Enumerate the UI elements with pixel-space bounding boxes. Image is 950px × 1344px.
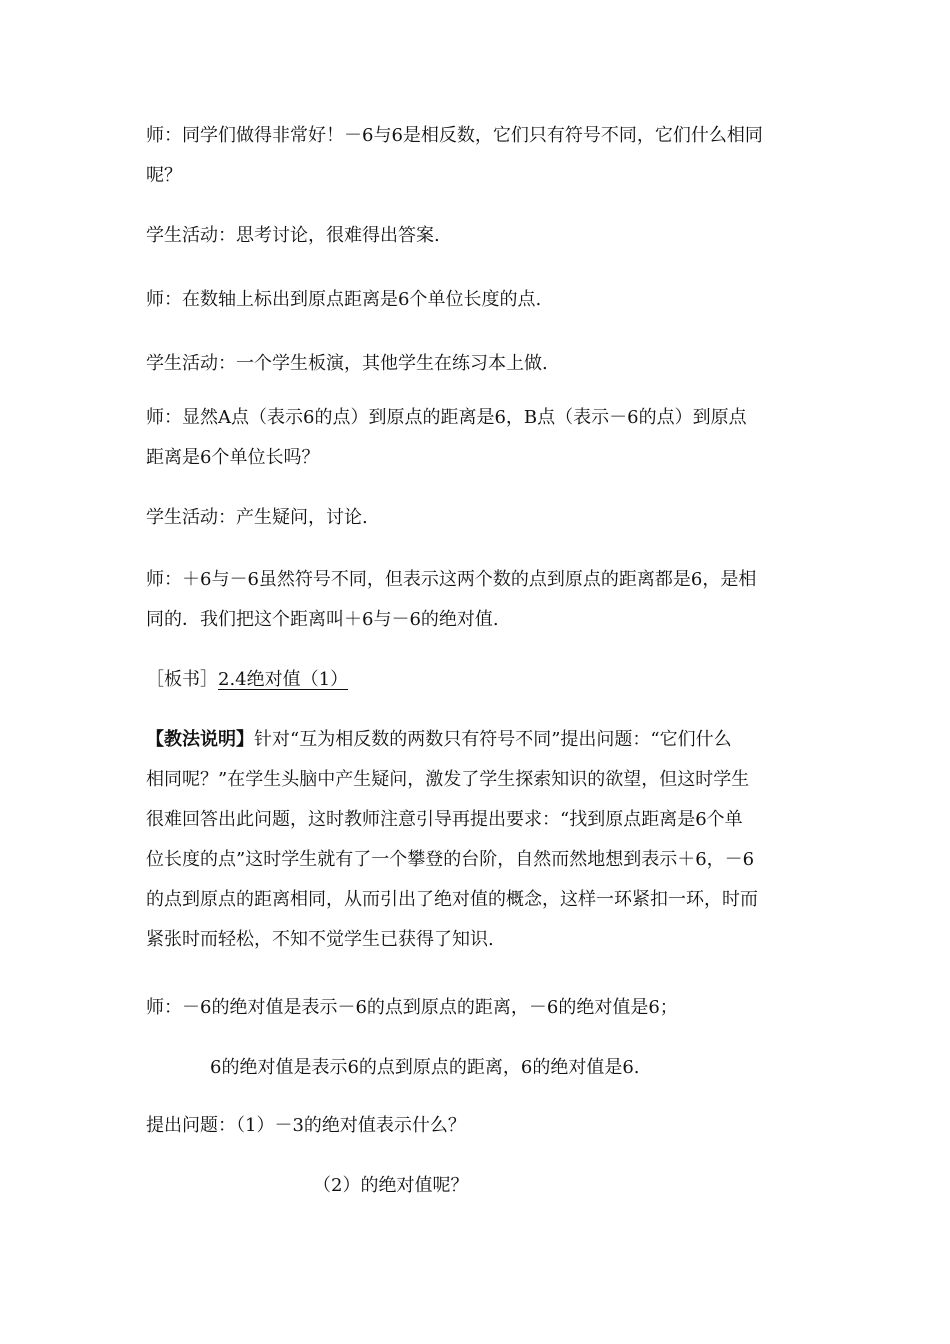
paragraph-teacher-1	[146, 116, 826, 196]
text-line: 学生活动：产生疑问，讨论.	[146, 507, 368, 528]
text-line: 同的．我们把这个距离叫＋6与－6的绝对值.	[146, 609, 499, 630]
text-line: 师：在数轴上标出到原点距离是6个单位长度的点.	[146, 289, 542, 310]
paragraph-student-1	[146, 216, 826, 256]
text-line: 很难回答出此问题，这时教师注意引导再提出要求：“找到原点距离是6个单	[146, 809, 743, 830]
paragraph-question-1	[146, 1106, 826, 1146]
text-line: （2）的绝对值呢？	[313, 1175, 469, 1196]
text-line: 6的绝对值是表示6的点到原点的距离，6的绝对值是6.	[210, 1057, 640, 1078]
paragraph-teacher-2	[146, 280, 826, 320]
paragraph-student-2	[146, 344, 826, 384]
board-writing-prefix: ［板书］	[146, 669, 218, 690]
text-line: 呢？	[146, 165, 182, 186]
board-writing-line	[146, 660, 826, 700]
board-writing-title: 2.4绝对值（1）	[218, 669, 349, 690]
paragraph-question-2	[313, 1166, 813, 1206]
paragraph-teacher-5	[146, 988, 826, 1028]
text-line: 的点到原点的距离相同，从而引出了绝对值的概念，这样一环紧扣一环，时而	[146, 889, 758, 910]
teaching-note-label: 【教法说明】	[146, 729, 254, 750]
paragraph-teaching-note	[146, 720, 826, 960]
text-line: 学生活动：思考讨论，很难得出答案.	[146, 225, 440, 246]
board-writing	[146, 660, 826, 700]
text-line: 距离是6个单位长吗？	[146, 447, 320, 468]
text-line: 提出问题：（1）－3的绝对值表示什么？	[146, 1115, 466, 1136]
text-line: 师：同学们做得非常好！－6与6是相反数，它们只有符号不同，它们什么相同	[146, 125, 763, 146]
paragraph-student-3	[146, 498, 826, 538]
text-span: 针对“互为相反数的两数只有符号不同”提出问题：“它们什么	[254, 729, 732, 750]
text-line: 学生活动：一个学生板演，其他学生在练习本上做.	[146, 353, 548, 374]
paragraph-teacher-6	[210, 1048, 830, 1088]
text-line: 师：＋6与－6虽然符号不同，但表示这两个数的点到原点的距离都是6，是相	[146, 569, 757, 590]
text-line	[146, 720, 826, 760]
text-line: 师：显然A点（表示6的点）到原点的距离是6，B点（表示－6的点）到原点	[146, 407, 747, 428]
paragraph-teacher-4	[146, 560, 826, 640]
text-line: 位长度的点”这时学生就有了一个攀登的台阶，自然而然地想到表示＋6，－6	[146, 849, 755, 870]
text-line: 紧张时而轻松，不知不觉学生已获得了知识.	[146, 929, 494, 950]
text-line: 师：－6的绝对值是表示－6的点到原点的距离，－6的绝对值是6；	[146, 997, 678, 1018]
paragraph-teacher-3	[146, 398, 826, 478]
text-line: 相同呢？”在学生头脑中产生疑问，激发了学生探索知识的欲望，但这时学生	[146, 769, 750, 790]
